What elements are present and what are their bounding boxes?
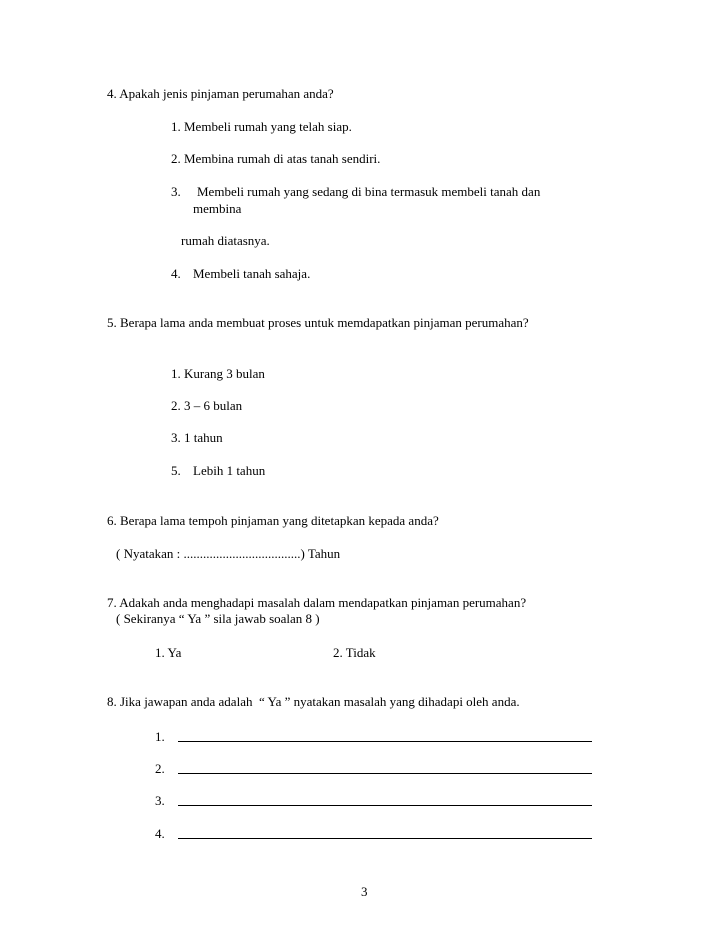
- q7-option-ya: 1. Ya: [155, 645, 182, 660]
- q8-question: 8. Jika jawapan anda adalah “ Ya ” nyatakan masalah yang dihadapi oleh anda.: [107, 694, 520, 709]
- q4-option-2: 2. Membina rumah di atas tanah sendiri.: [171, 151, 381, 166]
- q4-question: 4. Apakah jenis pinjaman perumahan anda?: [107, 86, 334, 101]
- q8-answer-line-3[interactable]: [178, 805, 592, 806]
- q4-option-3-text: Membeli rumah yang sedang di bina termasuk membeli tanah dan: [197, 184, 541, 199]
- q6-answer-line: ( Nyatakan : ....................................) Tahun: [116, 546, 341, 561]
- q5-option-4-number: 5.: [171, 463, 181, 478]
- q8-answer-line-4[interactable]: [178, 838, 592, 839]
- q8-item-3-number: 3.: [155, 793, 165, 808]
- q4-option-3-continuation-1: membina: [193, 201, 242, 216]
- q8-item-1-number: 1.: [155, 729, 165, 744]
- q5-question: 5. Berapa lama anda membuat proses untuk memdapatkan pinjaman perumahan?: [107, 315, 529, 330]
- q5-option-2: 2. 3 – 6 bulan: [171, 398, 243, 413]
- q8-item-4-number: 4.: [155, 826, 165, 841]
- q5-option-4-text: Lebih 1 tahun: [193, 463, 266, 478]
- q7-note: ( Sekiranya “ Ya ” sila jawab soalan 8 ): [116, 611, 320, 626]
- q4-option-3-number: 3.: [171, 184, 181, 199]
- page-number: 3: [361, 884, 368, 899]
- q6-question: 6. Berapa lama tempoh pinjaman yang ditetapkan kepada anda?: [107, 513, 439, 528]
- q4-option-1: 1. Membeli rumah yang telah siap.: [171, 119, 352, 134]
- q7-question: 7. Adakah anda menghadapi masalah dalam mendapatkan pinjaman perumahan?: [107, 595, 527, 610]
- q8-answer-line-1[interactable]: [178, 741, 592, 742]
- q4-option-4-number: 4.: [171, 266, 181, 281]
- q5-option-1: 1. Kurang 3 bulan: [171, 366, 265, 381]
- q8-item-2-number: 2.: [155, 761, 165, 776]
- q4-option-4-text: Membeli tanah sahaja.: [193, 266, 311, 281]
- q4-option-3-continuation-2: rumah diatasnya.: [181, 233, 270, 248]
- q7-option-tidak: 2. Tidak: [333, 645, 376, 660]
- q5-option-3: 3. 1 tahun: [171, 430, 223, 445]
- q8-answer-line-2[interactable]: [178, 773, 592, 774]
